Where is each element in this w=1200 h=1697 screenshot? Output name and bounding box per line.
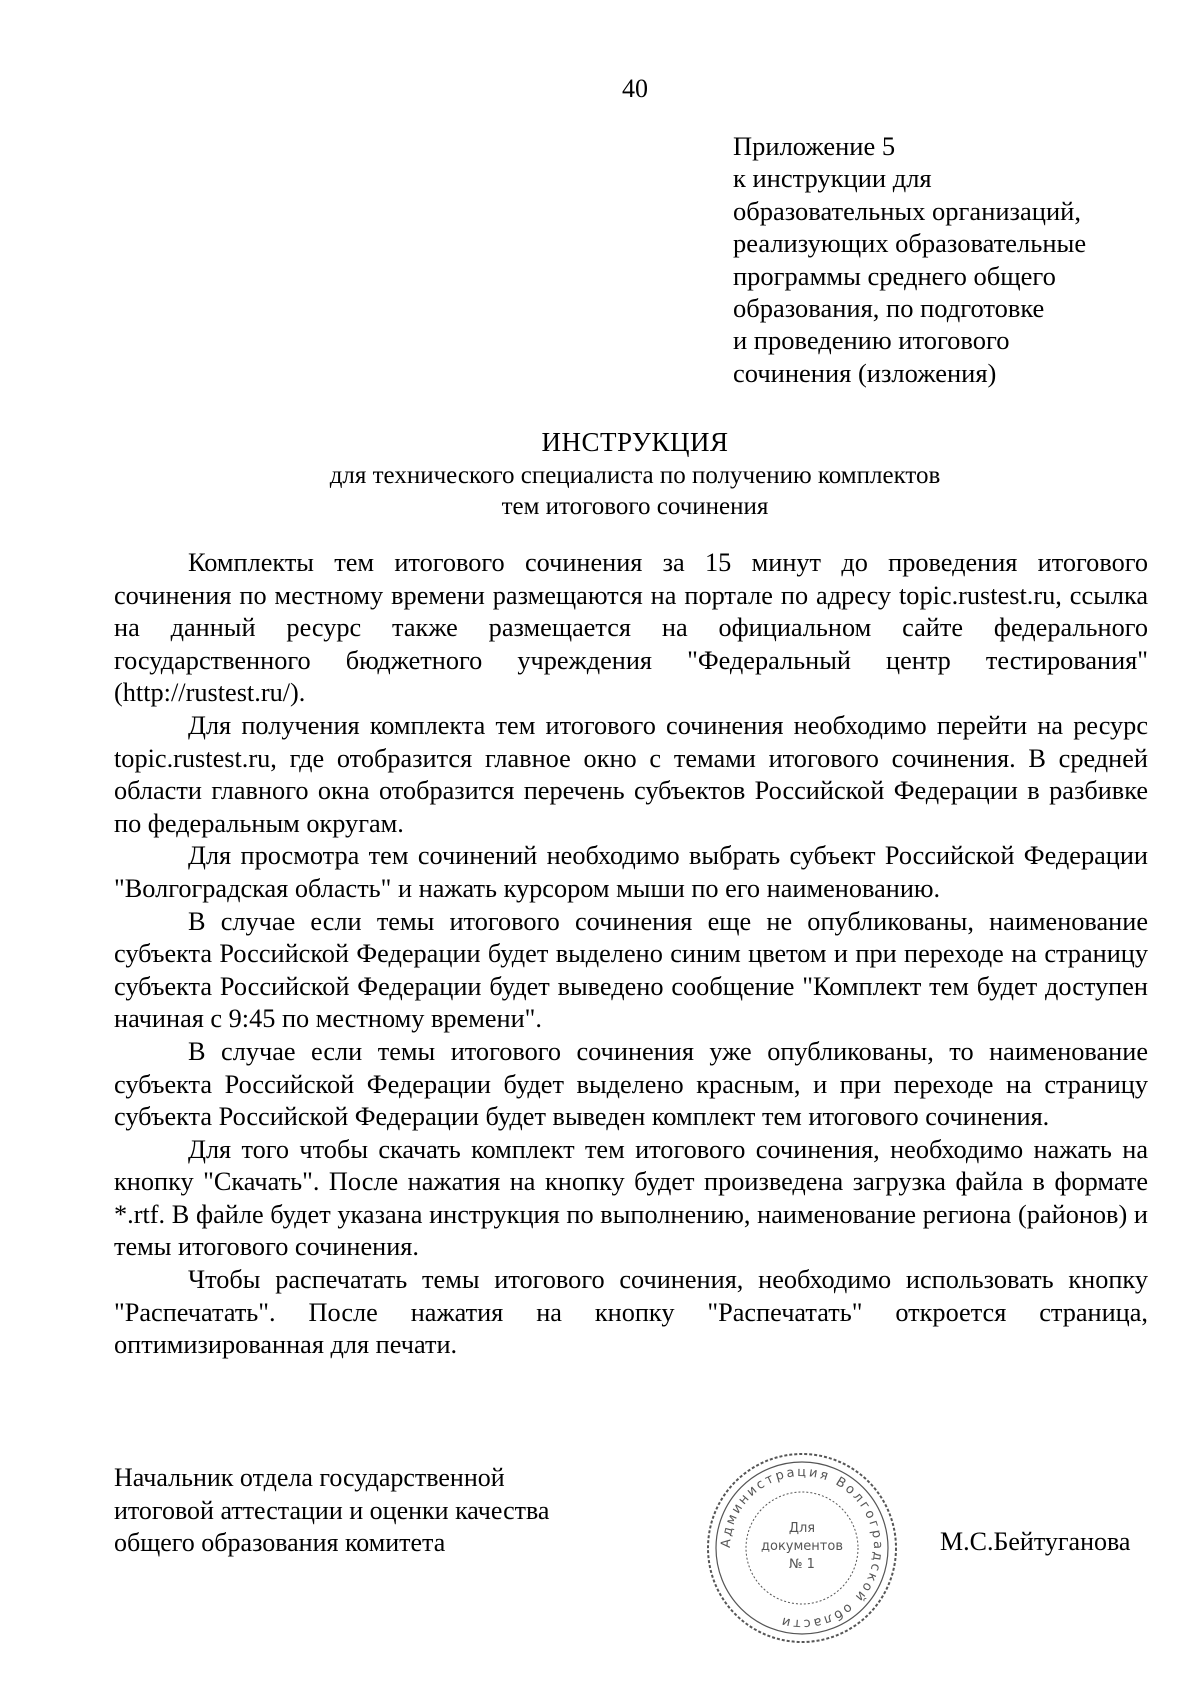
appendix-line: Приложение 5: [733, 131, 896, 161]
paragraph: Чтобы распечатать темы итогового сочинения, необходимо использовать кнопку "Распечатать". После нажатия на кнопку "Распечатать" откроется страница, оптимизированная для печати.: [114, 1265, 1148, 1360]
appendix-line: образовательных организаций,: [733, 195, 1081, 226]
stamp-center-text: № 1: [789, 1557, 815, 1572]
document-subtitle: тем итогового сочинения: [501, 493, 769, 520]
stamp-seal-icon: [702, 1448, 902, 1648]
stamp-center-text: Для: [788, 1521, 816, 1536]
instruction-body: [114, 547, 1148, 1362]
document-subtitle: для технического специалиста по получению комплектов: [329, 462, 941, 489]
signer-position-line: общего образования комитета: [114, 1528, 446, 1557]
document-title: ИНСТРУКЦИЯ: [541, 427, 729, 457]
signer-position-line: итоговой аттестации и оценки качества: [114, 1495, 550, 1525]
paragraph: Для просмотра тем сочинений необходимо выбрать субъект Российской Федерации "Волгоградская область" и нажать курсором мыши по его наименованию.: [114, 841, 1148, 903]
appendix-line: образования, по подготовке: [733, 293, 1045, 324]
paragraph: Комплекты тем итогового сочинения за 15 минут до проведения итогового сочинения по местному времени размещаются на портале по адресу topic.rustest.ru, ссылка на данный ресурс также размещается на официальном сайте федерального государственного бюджетного учреждения "Федеральный центр тестирования" (http://rustest.ru/).: [114, 548, 1148, 708]
stamp-center-text: документов: [761, 1539, 843, 1554]
page-number: 40: [622, 74, 648, 103]
appendix-line: к инструкции для: [733, 163, 932, 194]
paragraph: Для получения комплекта тем итогового сочинения необходимо перейти на ресурс topic.rustest.ru, где отобразится главное окно с темами итогового сочинения. В средней области главного окна отобразится перечень субъектов Российской Федерации в разбивке по федеральным округам.: [114, 710, 1148, 838]
appendix-line: и проведению итогового: [733, 325, 1010, 356]
stamp-ring-text: Администрация Волгоградской области: [718, 1464, 886, 1632]
paragraph: Для того чтобы скачать комплект тем итогового сочинения, необходимо нажать на кнопку "Скачать". После нажатия на кнопку будет произведена загрузка файла в формате *.rtf. В файле будет указана инструкция по выполнению, наименование региона (районов) и темы итогового сочинения.: [114, 1134, 1148, 1262]
signer-position-line: Начальник отдела государственной: [114, 1463, 505, 1492]
appendix-line: сочинения (изложения): [733, 357, 997, 388]
paragraph: В случае если темы итогового сочинения уже опубликованы, то наименование субъекта Российской Федерации будет выделено красным, и при переходе на страницу субъекта Российской Федерации будет выведен комплект тем итогового сочинения.: [114, 1036, 1148, 1132]
official-stamp: [702, 1448, 902, 1648]
signer-name: М.С.Бейтуганова: [940, 1527, 1131, 1556]
appendix-line: программы среднего общего: [733, 260, 1056, 291]
paragraph: В случае если темы итогового сочинения еще не опубликованы, наименование субъекта Российской Федерации будет выделено синим цветом и при переходе на страницу субъекта Российской Федерации будет выведено сообщение "Комплект тем будет доступен начиная с 9:45 по местному времени".: [114, 906, 1148, 1034]
signer-position: [114, 1462, 634, 1560]
appendix-line: реализующих образовательные: [733, 228, 1087, 259]
appendix-note: [733, 130, 1173, 389]
